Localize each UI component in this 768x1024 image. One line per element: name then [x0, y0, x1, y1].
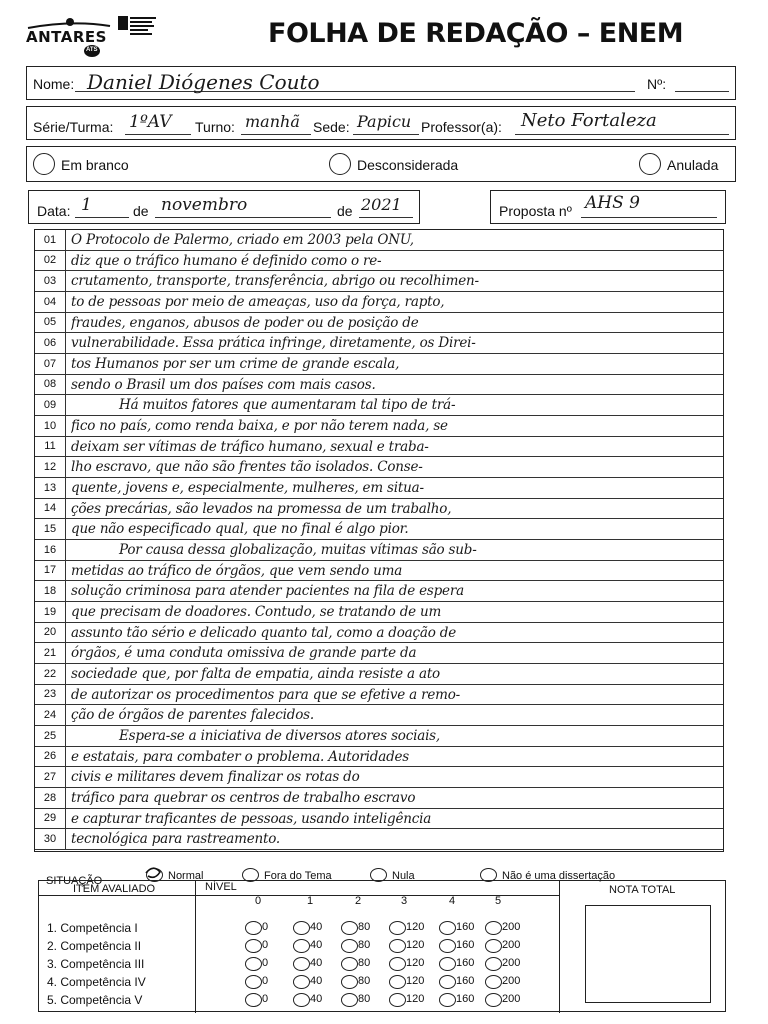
nome-row	[26, 66, 736, 100]
score-value: 160	[456, 975, 475, 987]
score-value: 200	[502, 993, 521, 1005]
antares-logo	[22, 14, 162, 58]
line-number: 15	[35, 519, 66, 539]
score-value: 200	[502, 975, 521, 987]
essay-line[interactable]	[35, 457, 723, 478]
score-value: 120	[406, 939, 425, 951]
turno-label: Turno:	[195, 119, 235, 135]
score-value: 160	[456, 939, 475, 951]
score-radio[interactable]	[439, 957, 456, 971]
line-number: 08	[35, 375, 66, 395]
line-number: 20	[35, 623, 66, 643]
line-number: 01	[35, 230, 66, 250]
competencia-label: 2. Competência II	[47, 939, 142, 953]
score-radio[interactable]	[439, 939, 456, 953]
essay-line[interactable]	[35, 375, 723, 396]
line-text: metidas ao tráfico de órgãos, que vem sendo uma	[71, 562, 403, 579]
sede-label: Sede:	[313, 119, 350, 135]
essay-line[interactable]	[35, 437, 723, 458]
line-number: 07	[35, 354, 66, 374]
line-text: civis e militares devem finalizar os rotas do	[71, 769, 360, 786]
score-radio[interactable]	[293, 993, 310, 1007]
line-text: fico no país, como renda baixa, e por não terem nada, se	[71, 418, 448, 434]
turno-field[interactable]: manhã	[245, 112, 300, 131]
line-text: ções precárias, são levados na promessa de um trabalho,	[71, 500, 452, 517]
essay-line[interactable]	[35, 788, 723, 809]
score-value: 80	[358, 975, 371, 987]
data-box	[28, 190, 420, 224]
score-radio[interactable]	[293, 975, 310, 989]
essay-line[interactable]	[35, 561, 723, 582]
line-text: tos Humanos por ser um crime de grande escala,	[71, 356, 400, 372]
proposta-field[interactable]: AHS 9	[585, 193, 640, 213]
essay-line[interactable]	[35, 292, 723, 313]
situacao-option-label: Nula	[392, 870, 415, 882]
score-value: 0	[262, 921, 269, 933]
proposta-box	[490, 190, 726, 224]
situacao-option-label: Normal	[168, 870, 204, 882]
competencia-label: 1. Competência I	[47, 921, 138, 935]
score-radio[interactable]	[341, 921, 358, 935]
desconsiderada-radio[interactable]	[329, 153, 351, 175]
score-radio[interactable]	[245, 975, 262, 989]
logo-badge: ATS	[86, 47, 98, 53]
line-number: 06	[35, 333, 66, 353]
essay-line[interactable]	[35, 416, 723, 437]
essay-line[interactable]	[35, 623, 723, 644]
nome-field[interactable]: Daniel Diógenes Couto	[87, 70, 320, 94]
nivel-header: NÍVEL	[205, 881, 237, 893]
line-text: tráfico para quebrar os centros de trabalho escravo	[71, 790, 416, 806]
essay-line[interactable]	[35, 664, 723, 685]
score-radio[interactable]	[389, 993, 406, 1007]
nivel-number: 0	[255, 895, 262, 907]
essay-line[interactable]	[35, 395, 723, 416]
line-number: 23	[35, 685, 66, 705]
essay-line[interactable]	[35, 354, 723, 375]
de-label-1: de	[133, 203, 149, 219]
score-value: 0	[262, 957, 269, 969]
essay-line[interactable]	[35, 726, 723, 747]
line-text: quente, jovens e, especialmente, mulheres, em situa-	[71, 480, 424, 496]
score-radio[interactable]	[485, 975, 502, 989]
line-text: de autorizar os procedimentos para que se efetive a remo-	[71, 686, 461, 703]
score-radio[interactable]	[293, 939, 310, 953]
score-radio[interactable]	[245, 939, 262, 953]
line-text: assunto tão sério e delicado quanto tal, como a doação de	[71, 624, 456, 641]
score-value: 160	[456, 921, 475, 933]
item-avaliado-header: ITEM AVALIADO	[73, 883, 156, 895]
line-text: O Protocolo de Palermo, criado em 2003 pela ONU,	[71, 232, 414, 248]
line-number: 05	[35, 313, 66, 333]
nome-label: Nome:	[33, 76, 75, 92]
line-number: 13	[35, 478, 66, 498]
score-radio[interactable]	[245, 957, 262, 971]
line-text: deixam ser vítimas de tráfico humano, sexual e traba-	[71, 438, 429, 455]
score-radio[interactable]	[245, 993, 262, 1007]
competencia-label: 5. Competência V	[47, 993, 143, 1007]
line-number: 04	[35, 292, 66, 312]
anulada-label: Anulada	[667, 157, 719, 173]
line-number: 28	[35, 788, 66, 808]
score-radio[interactable]	[341, 939, 358, 953]
essay-lines-area[interactable]	[34, 229, 724, 852]
nivel-number: 1	[307, 895, 314, 907]
line-number: 11	[35, 437, 66, 457]
essay-line[interactable]	[35, 643, 723, 664]
score-value: 120	[406, 993, 425, 1005]
nivel-number: 5	[495, 895, 502, 907]
anulada-radio[interactable]	[639, 153, 661, 175]
score-radio[interactable]	[389, 939, 406, 953]
line-number: 03	[35, 271, 66, 291]
logo-text: ANTARES	[26, 28, 107, 46]
line-number: 18	[35, 581, 66, 601]
score-value: 0	[262, 993, 269, 1005]
line-number: 26	[35, 747, 66, 767]
score-radio[interactable]	[341, 993, 358, 1007]
data-month-field[interactable]: novembro	[161, 195, 248, 215]
nivel-number: 2	[355, 895, 362, 907]
line-text: lho escravo, que não são frentes tão isolados. Conse-	[71, 459, 423, 476]
essay-line[interactable]	[35, 829, 723, 850]
situacao-label: SITUAÇÃO	[46, 875, 103, 887]
score-value: 200	[502, 957, 521, 969]
line-number: 21	[35, 643, 66, 663]
nivel-number: 4	[449, 895, 456, 907]
de-label-2: de	[337, 203, 353, 219]
nota-total-label: NOTA TOTAL	[609, 884, 676, 896]
line-text: crutamento, transporte, transferência, abrigo ou recolhimen-	[71, 273, 479, 290]
score-value: 40	[310, 921, 323, 933]
line-text: e estatais, para combater o problema. Autoridades	[71, 748, 410, 765]
essay-line[interactable]	[35, 230, 723, 251]
score-radio[interactable]	[245, 921, 262, 935]
proposta-label: Proposta nº	[499, 203, 572, 219]
score-radio[interactable]	[389, 921, 406, 935]
essay-line[interactable]	[35, 540, 723, 561]
line-text: sendo o Brasil um dos países com mais casos.	[71, 376, 376, 393]
score-value: 0	[262, 975, 269, 987]
score-value: 80	[358, 957, 371, 969]
score-radio[interactable]	[389, 957, 406, 971]
line-text: fraudes, enganos, abusos de poder ou de posição de	[71, 314, 419, 331]
line-number: 22	[35, 664, 66, 684]
score-value: 200	[502, 939, 521, 951]
score-value: 120	[406, 975, 425, 987]
line-text: órgãos, é uma conduta omissiva de grande parte da	[71, 645, 417, 662]
score-value: 160	[456, 993, 475, 1005]
score-radio[interactable]	[485, 921, 502, 935]
line-text: diz que o tráfico humano é definido como o re-	[71, 252, 382, 269]
line-text: Por causa dessa globalização, muitas vítimas são sub-	[119, 542, 477, 558]
essay-line[interactable]	[35, 271, 723, 292]
score-radio[interactable]	[439, 921, 456, 935]
score-value: 40	[310, 939, 323, 951]
essay-line[interactable]	[35, 602, 723, 623]
score-value: 120	[406, 921, 425, 933]
essay-line[interactable]	[35, 251, 723, 272]
line-number: 02	[35, 251, 66, 271]
essay-line[interactable]	[35, 705, 723, 726]
score-value: 120	[406, 957, 425, 969]
line-number: 12	[35, 457, 66, 477]
score-value: 0	[262, 939, 269, 951]
competencia-label: 3. Competência III	[47, 957, 145, 971]
score-value: 80	[358, 939, 371, 951]
data-year-field[interactable]: 2021	[361, 195, 402, 214]
score-radio[interactable]	[293, 921, 310, 935]
professor-label: Professor(a):	[421, 119, 502, 135]
line-number: 30	[35, 829, 66, 849]
line-text: Espera-se a iniciativa de diversos atores sociais,	[119, 728, 441, 744]
essay-line[interactable]	[35, 685, 723, 706]
line-number: 25	[35, 726, 66, 746]
nota-total-field[interactable]	[585, 905, 711, 1003]
score-radio[interactable]	[389, 975, 406, 989]
line-number: 27	[35, 767, 66, 787]
line-number: 29	[35, 809, 66, 829]
line-text: sociedade que, por falta de empatia, ainda resiste a ato	[71, 666, 440, 682]
score-radio[interactable]	[439, 993, 456, 1007]
score-value: 160	[456, 957, 475, 969]
status-row	[26, 146, 736, 182]
score-radio[interactable]	[485, 957, 502, 971]
data-day-field[interactable]: 1	[81, 195, 92, 215]
numero-label: Nº:	[647, 76, 667, 92]
line-text: tecnológica para rastreamento.	[71, 831, 281, 848]
line-text: que não especificado qual, que no final é algo pior.	[71, 521, 409, 538]
score-value: 40	[310, 957, 323, 969]
essay-line[interactable]	[35, 809, 723, 830]
score-radio[interactable]	[341, 957, 358, 971]
line-number: 16	[35, 540, 66, 560]
line-number: 17	[35, 561, 66, 581]
score-radio[interactable]	[439, 975, 456, 989]
essay-line[interactable]	[35, 313, 723, 334]
score-value: 40	[310, 993, 323, 1005]
desconsiderada-label: Desconsiderada	[357, 157, 459, 173]
score-value: 80	[358, 921, 371, 933]
sede-field[interactable]: Papicu	[357, 112, 412, 131]
line-text: que precisam de doadores. Contudo, se tratando de um	[71, 604, 442, 620]
score-value: 40	[310, 975, 323, 987]
score-radio[interactable]	[293, 957, 310, 971]
essay-line[interactable]	[35, 499, 723, 520]
score-value: 200	[502, 921, 521, 933]
line-number: 24	[35, 705, 66, 725]
essay-line[interactable]	[35, 478, 723, 499]
essay-line[interactable]	[35, 767, 723, 788]
line-number: 10	[35, 416, 66, 436]
em-branco-radio[interactable]	[33, 153, 55, 175]
page-title: FOLHA DE REDAÇÃO – ENEM	[268, 18, 684, 49]
serie-label: Série/Turma:	[33, 119, 114, 135]
essay-line[interactable]	[35, 519, 723, 540]
essay-line[interactable]	[35, 333, 723, 354]
nivel-number: 3	[401, 895, 408, 907]
em-branco-label: Em branco	[61, 157, 129, 173]
serie-field[interactable]: 1ºAV	[129, 112, 172, 132]
professor-field[interactable]: Neto Fortaleza	[521, 110, 657, 131]
line-text: e capturar traficantes de pessoas, usando inteligência	[71, 810, 432, 827]
turma-row	[26, 106, 736, 140]
data-label: Data:	[37, 203, 71, 219]
situacao-option-label: Fora do Tema	[264, 870, 332, 882]
line-text: to de pessoas por meio de ameaças, uso da força, rapto,	[71, 294, 445, 310]
grading-table	[38, 880, 726, 1012]
score-radio[interactable]	[485, 939, 502, 953]
competencia-label: 4. Competência IV	[47, 975, 146, 989]
essay-line[interactable]	[35, 747, 723, 768]
score-value: 80	[358, 993, 371, 1005]
line-text: ção de órgãos de parentes falecidos.	[71, 707, 314, 724]
situacao-option-label: Não é uma dissertação	[502, 870, 616, 882]
line-text: vulnerabilidade. Essa prática infringe, diretamente, os Direi-	[71, 335, 476, 352]
score-radio[interactable]	[485, 993, 502, 1007]
line-number: 19	[35, 602, 66, 622]
essay-line[interactable]	[35, 581, 723, 602]
line-text: solução criminosa para atender pacientes na fila de espera	[71, 583, 464, 600]
line-number: 14	[35, 499, 66, 519]
score-radio[interactable]	[341, 975, 358, 989]
line-number: 09	[35, 395, 66, 415]
line-text: Há muitos fatores que aumentaram tal tipo de trá-	[119, 397, 456, 414]
